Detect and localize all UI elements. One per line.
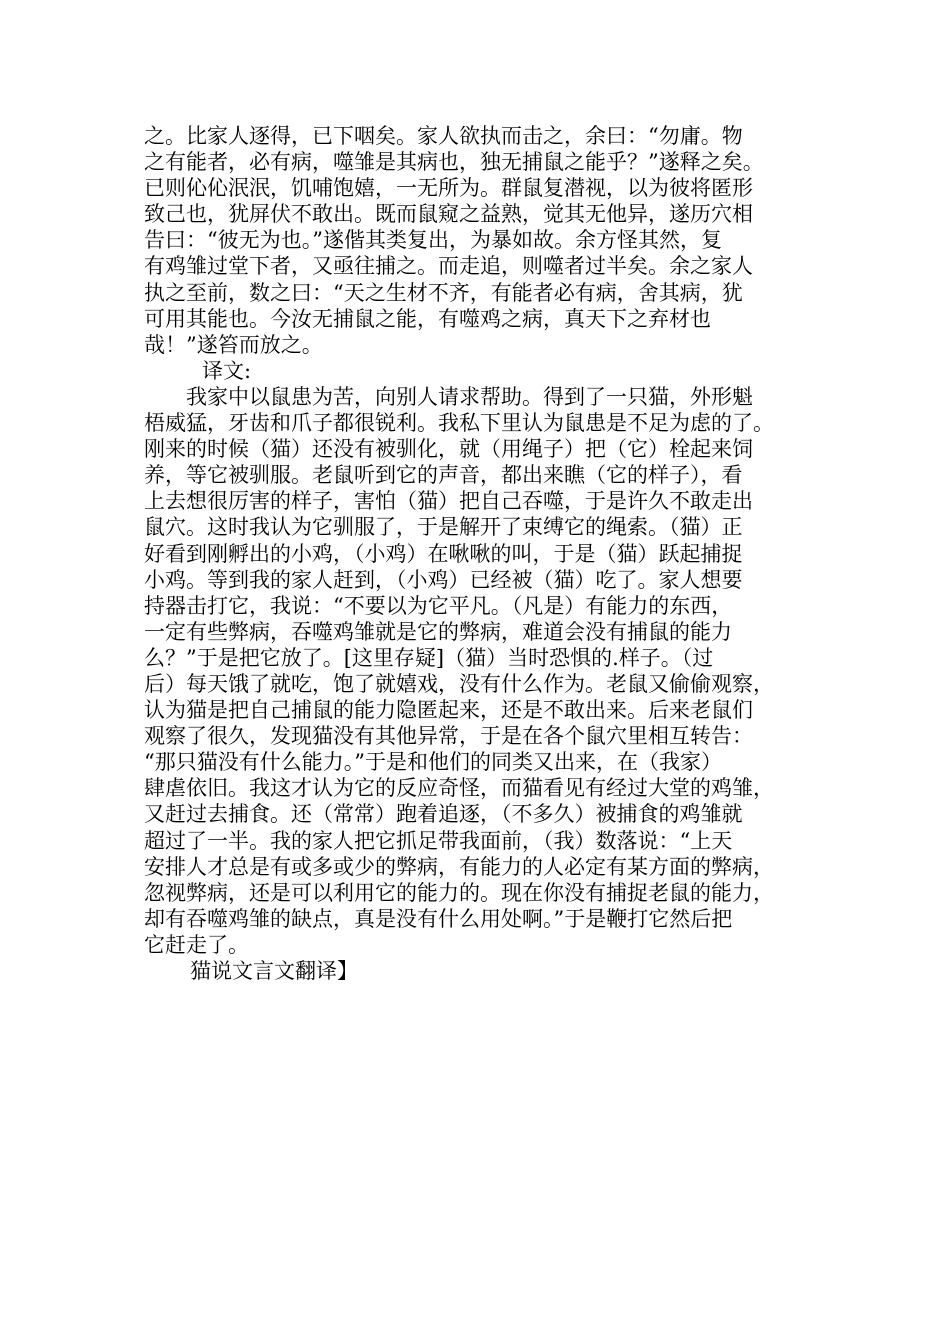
translation-text-line: 小鸡。等到我的家人赶到，（小鸡）已经被（猫）吃了。家人想要 [144, 567, 743, 592]
translation-text-line: 刚来的时候（猫）还没有被驯化，就（用绳子）把（它）栓起来饲 [144, 437, 753, 462]
original-text-line: 可用其能也。今汝无捕鼠之能，有噬鸡之病，真天下之弃材也 [144, 306, 711, 331]
translation-text-line: 养，等它被驯服。老鼠听到它的声音，都出来瞧（它的样子），看 [144, 463, 743, 488]
translation-text-line: 忽视弊病，还是可以利用它的能力的。现在你没有捕捉老鼠的能力， [144, 880, 774, 905]
translation-text-line: 观察了很久，发现猫没有其他异常，于是在各个鼠穴里相互转告： [144, 724, 753, 749]
translation-text-line: 却有吞噬鸡雏的缺点，真是没有什么用处啊。”于是鞭打它然后把 [144, 906, 733, 931]
translation-text-line: 好看到刚孵出的小鸡，（小鸡）在啾啾的叫，于是（猫）跃起捕捉 [144, 541, 743, 566]
translation-text-line: 安排人才总是有或多或少的弊病，有能力的人必定有某方面的弊病， [144, 854, 774, 879]
translation-heading: 译文: [202, 358, 252, 383]
translation-text-line: 么？”于是把它放了。[这里存疑]（猫）当时恐惧的.样子。（过 [144, 645, 714, 670]
translation-text-line: 后）每天饿了就吃，饱了就嬉戏，没有什么作为。老鼠又偷偷观察， [144, 671, 774, 696]
translation-text-line: 肆虐依旧。我这才认为它的反应奇怪，而猫看见有经过大堂的鸡雏， [144, 776, 774, 801]
translation-text-line: 认为猫是把自己捕鼠的能力隐匿起来，还是不敢出来。后来老鼠们 [144, 698, 753, 723]
original-text-line: 告曰：“彼无为也。”遂偕其类复出，为暴如故。余方怪其然，复 [144, 228, 722, 253]
original-text-line: 执之至前，数之曰：“天之生材不齐，有能者必有病，舍其病，犹 [144, 280, 743, 305]
original-text-line: 有鸡雏过堂下者，又亟往捕之。而走追，则噬者过半矣。余之家人 [144, 254, 753, 279]
translation-text-line: 鼠穴。这时我认为它驯服了，于是解开了束缚它的绳索。（猫）正 [144, 515, 743, 540]
translation-text-line: 超过了一半。我的家人把它抓足带我面前，（我）数落说：“上天 [144, 828, 733, 853]
original-text-line: 之有能者，必有病，噬雏是其病也，独无捕鼠之能乎？”遂释之矣。 [144, 150, 764, 175]
translation-text-line: 又赶过去捕食。还（常常）跑着追逐，（不多久）被捕食的鸡雏就 [144, 802, 743, 827]
original-text-line: 已则伈伈泯泯，饥哺饱嬉，一无所为。群鼠复潜视，以为彼将匿形 [144, 176, 753, 201]
translation-text-line: 我家中以鼠患为苦，向别人请求帮助。得到了一只猫，外形魁 [186, 384, 753, 409]
original-text-line: 哉！”遂笞而放之。 [144, 332, 323, 357]
footer-title: 猫说文言文翻译】 [190, 959, 358, 983]
document-body [144, 123, 824, 984]
translation-text-line: “那只猫没有什么能力。”于是和他们的同类又出来，在（我家） [144, 750, 722, 775]
translation-text-line: 梧威猛，牙齿和爪子都很锐利。我私下里认为鼠患是不足为虑的了。 [144, 411, 774, 436]
translation-text-line: 一定有些弊病，吞噬鸡雏就是它的弊病，难道会没有捕鼠的能力 [144, 619, 732, 644]
translation-text-line: 上去想很厉害的样子，害怕（猫）把自己吞噬，于是许久不敢走出 [144, 489, 753, 514]
translation-text-line: 它赶走了。 [144, 932, 249, 957]
translation-text-line: 持器击打它，我说：“不要以为它平凡。（凡是）有能力的东西， [144, 593, 733, 618]
original-text-line: 致己也，犹屏伏不敢出。既而鼠窥之益熟，觉其无他异，遂历穴相 [144, 202, 753, 227]
original-text-line: 之。比家人逐得，已下咽矣。家人欲执而击之，余曰：“勿庸。物 [144, 124, 743, 148]
